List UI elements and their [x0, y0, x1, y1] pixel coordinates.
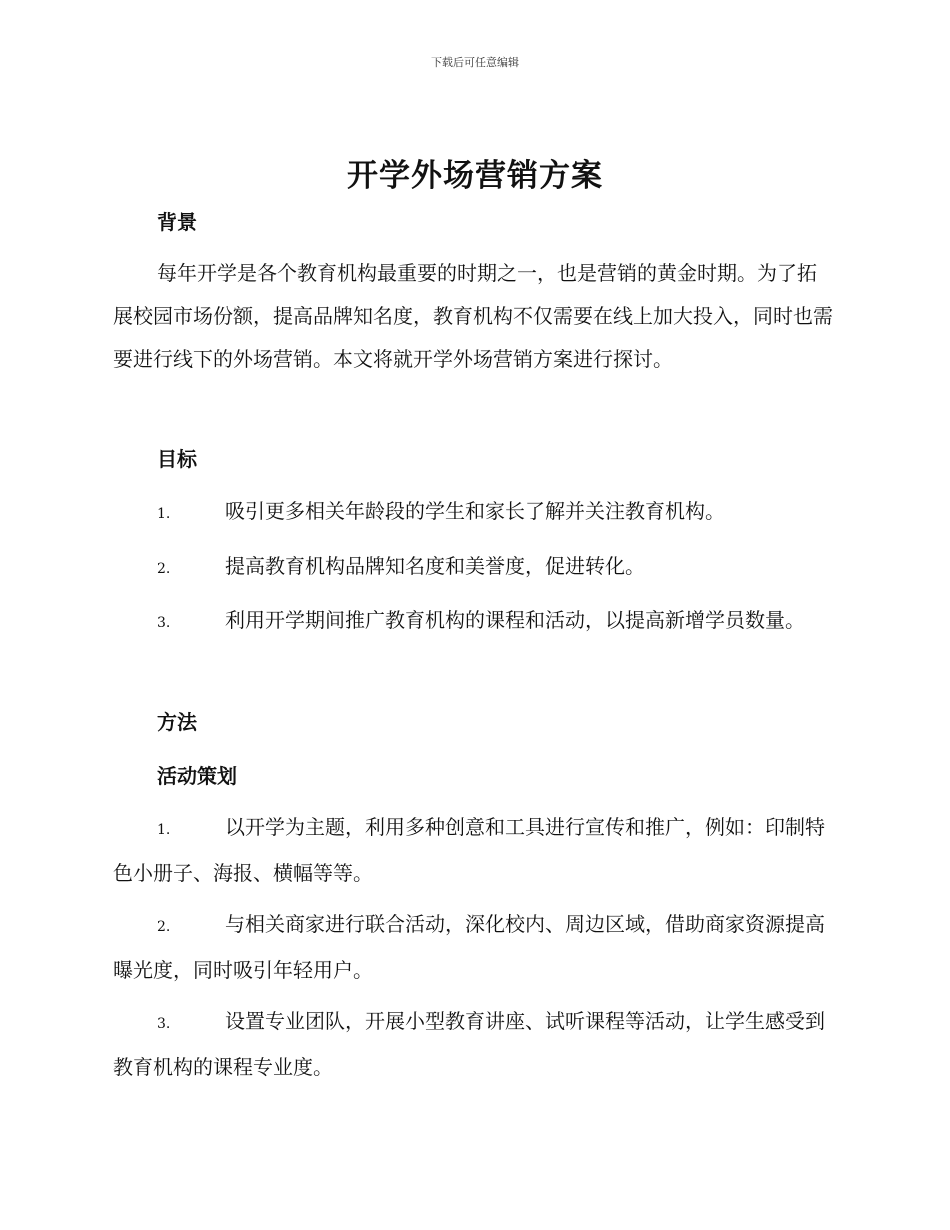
method-item-3 — [113, 1000, 835, 1089]
goal-item-2-text: 提高教育机构品牌知名度和美誉度，促进转化。 — [225, 554, 645, 578]
subheading-activity-planning: 活动策划 — [157, 764, 237, 788]
goal-item-1-number: 1. — [157, 506, 171, 522]
background-paragraph — [113, 252, 835, 381]
method-item-1-text: 以开学为主题，利用多种创意和工具进行宣传和推广，例如：印制特色小册子、海报、横幅等等。 — [113, 815, 825, 885]
heading-goals: 目标 — [157, 447, 197, 471]
method-item-1 — [113, 806, 835, 895]
goal-item-3-text: 利用开学期间推广教育机构的课程和活动，以提高新增学员数量。 — [225, 608, 805, 632]
goal-item-1-text: 吸引更多相关年龄段的学生和家长了解并关注教育机构。 — [225, 499, 725, 523]
goal-item-3 — [113, 599, 835, 645]
method-item-1-number: 1. — [157, 822, 171, 838]
method-item-2-number: 2. — [157, 919, 171, 935]
header-note: 下载后可任意编辑 — [431, 56, 519, 69]
method-item-2 — [113, 903, 835, 992]
goal-item-1 — [113, 490, 835, 536]
document-title: 开学外场营销方案 — [347, 158, 603, 194]
method-item-3-text: 设置专业团队，开展小型教育讲座、试听课程等活动，让学生感受到教育机构的课程专业度。 — [113, 1009, 825, 1079]
goal-item-2-number: 2. — [157, 561, 171, 577]
method-item-3-number: 3. — [157, 1016, 171, 1032]
goal-item-2 — [113, 545, 835, 591]
heading-methods: 方法 — [157, 710, 197, 734]
background-text: 每年开学是各个教育机构最重要的时期之一，也是营销的黄金时期。为了拓展校园市场份额，提高品牌知名度，教育机构不仅需要在线上加大投入，同时也需要进行线下的外场营销。本文将就开学外场营销方案进行探讨。 — [113, 261, 833, 371]
heading-background: 背景 — [157, 210, 197, 234]
goal-item-3-number: 3. — [157, 615, 171, 631]
method-item-2-text: 与相关商家进行联合活动，深化校内、周边区域，借助商家资源提高曝光度，同时吸引年轻用户。 — [113, 912, 825, 982]
